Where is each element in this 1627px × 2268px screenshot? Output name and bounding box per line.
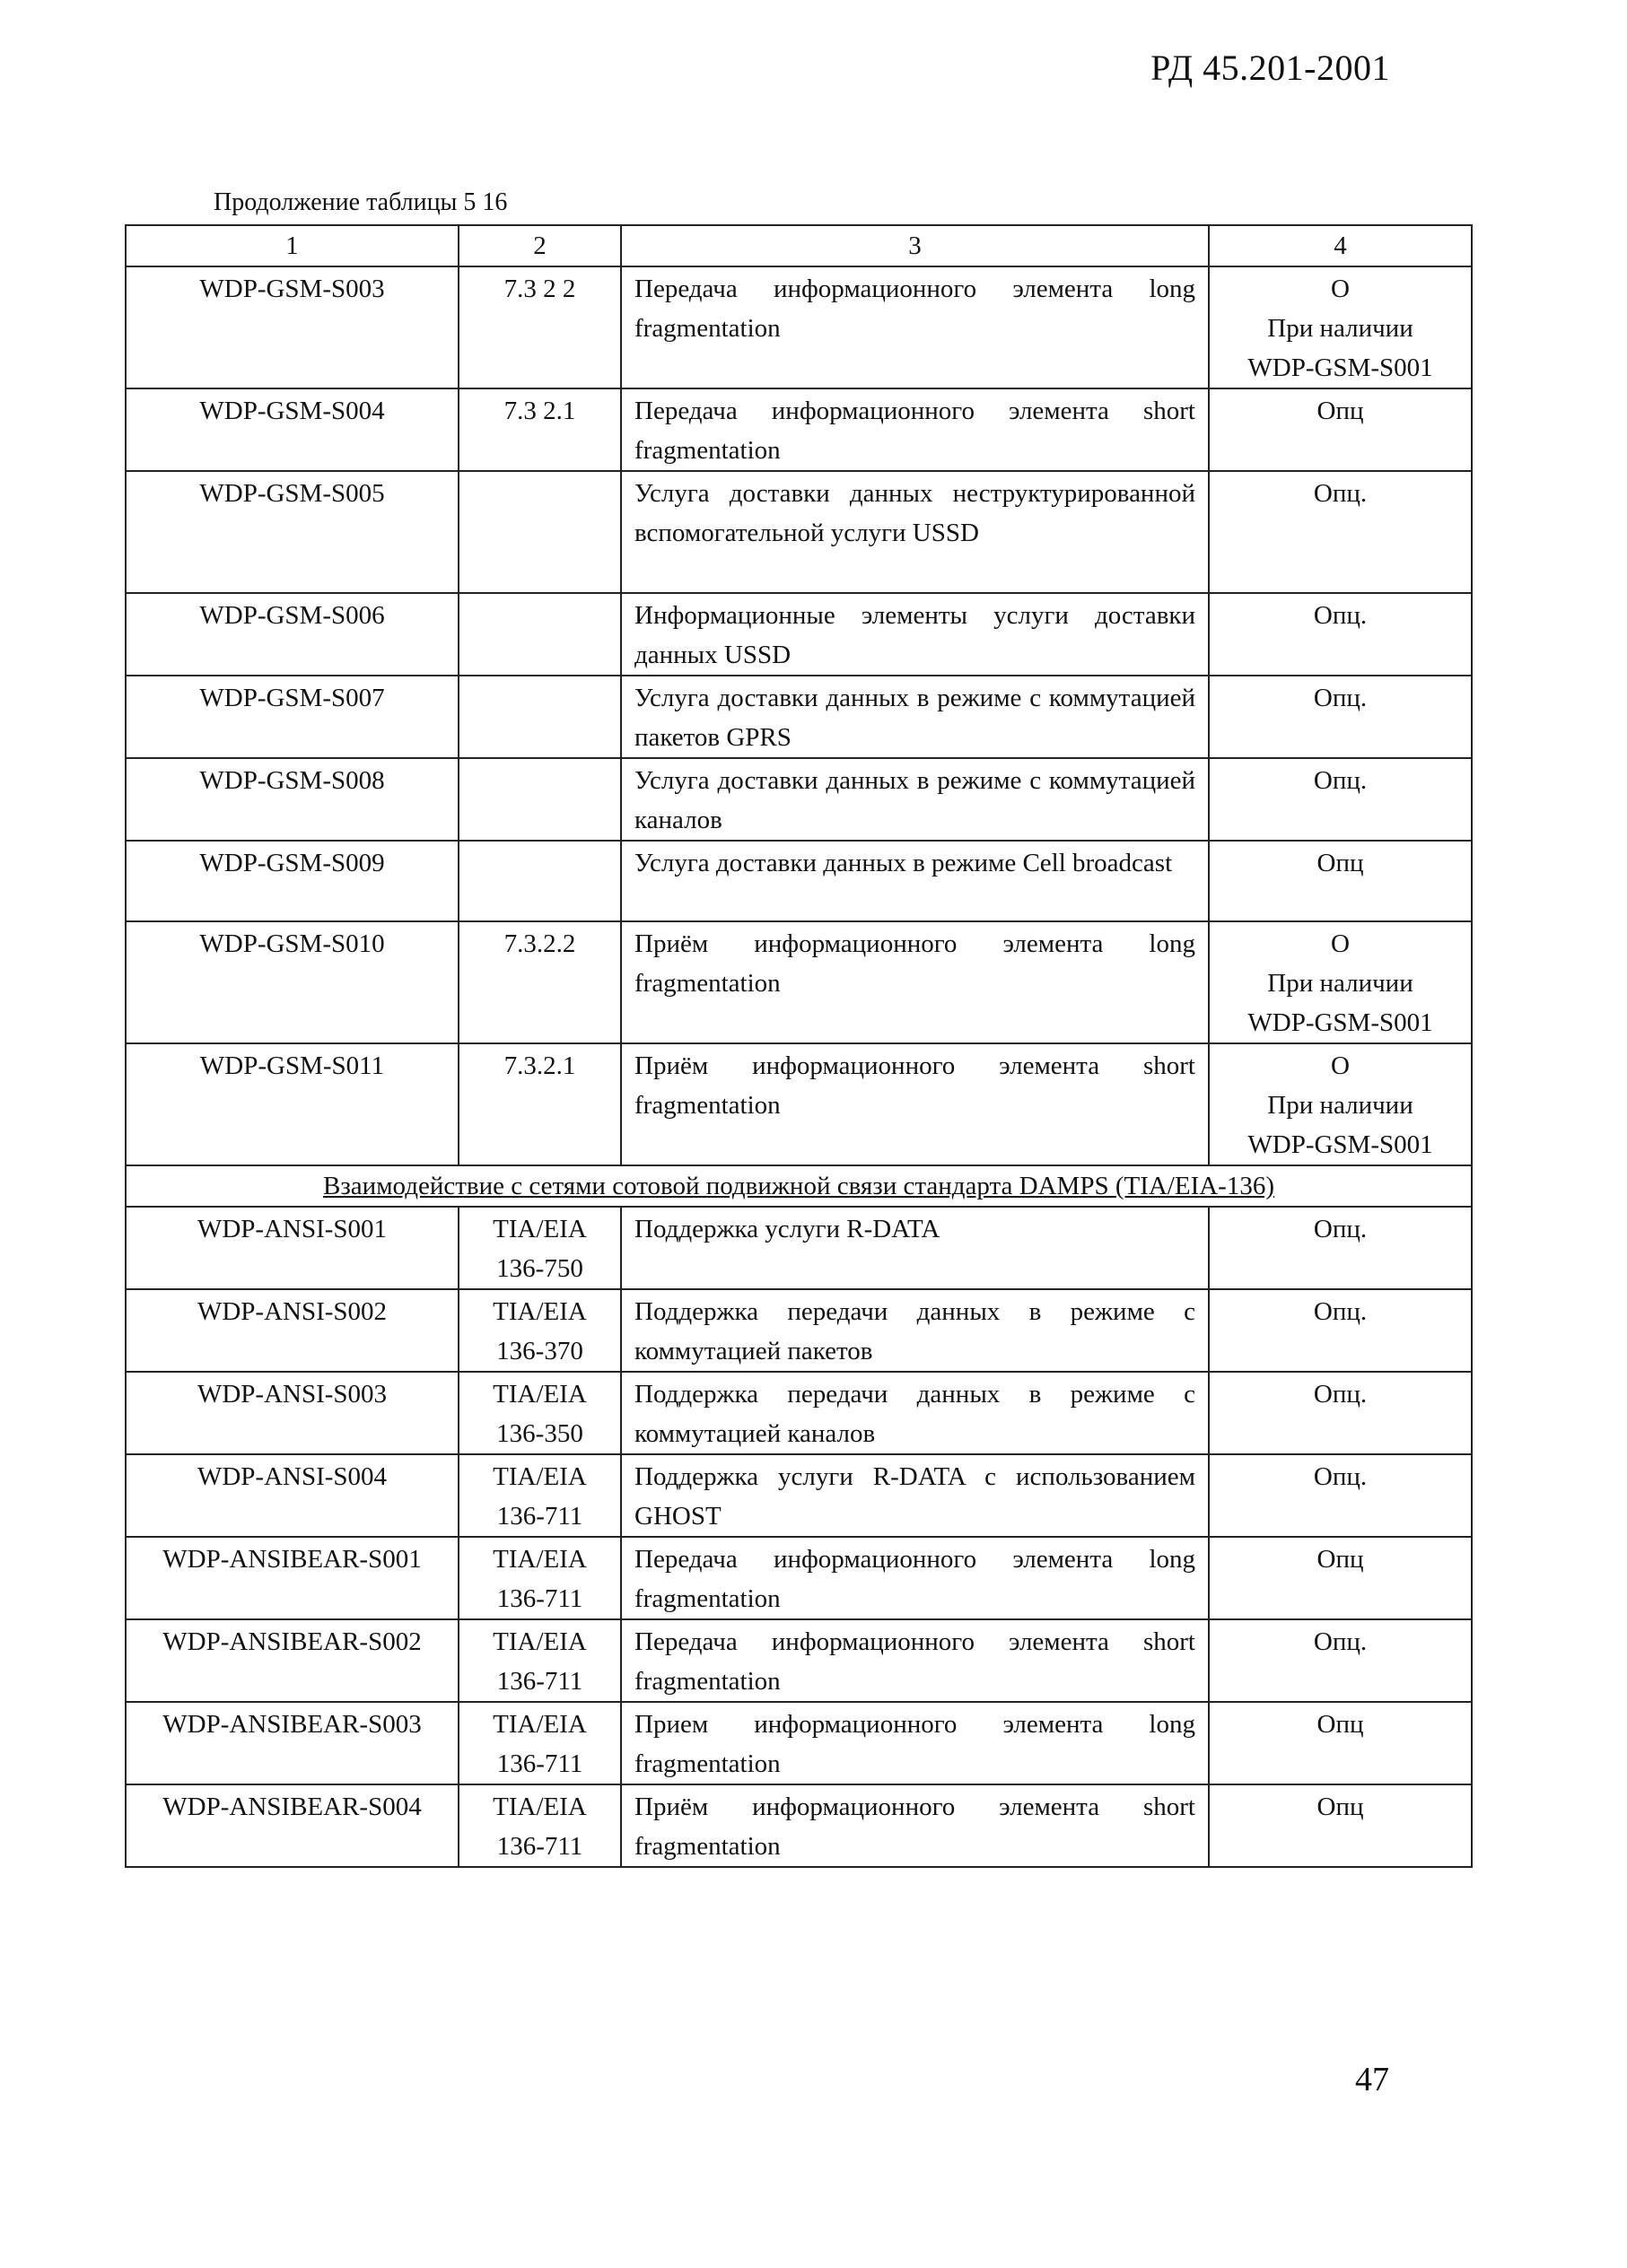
row-description: Приём информационного элемента long fragmentation [621, 921, 1209, 1043]
document-code: РД 45.201-2001 [1150, 48, 1390, 88]
row-status: Опц. [1209, 758, 1472, 841]
spec-table [125, 224, 1473, 1868]
row-status: Опц. [1209, 676, 1472, 758]
row-reference: TIA/EIA 136-711 [459, 1619, 621, 1702]
row-status: Опц. [1209, 1372, 1472, 1454]
row-status: О При наличии WDP-GSM-S001 [1209, 921, 1472, 1043]
table-row [126, 1454, 1472, 1537]
row-status: Опц [1209, 1702, 1472, 1784]
row-description: Услуга доставки данных в режиме с коммутацией каналов [621, 758, 1209, 841]
row-id: WDP-ANSIBEAR-S002 [126, 1619, 459, 1702]
table-row [126, 1207, 1472, 1289]
row-reference: 7.3 2.1 [459, 388, 621, 471]
row-description: Передача информационного элемента long fragmentation [621, 266, 1209, 388]
row-status: Опц [1209, 1537, 1472, 1619]
row-id: WDP-GSM-S003 [126, 266, 459, 388]
row-reference: 7.3.2.2 [459, 921, 621, 1043]
row-id: WDP-ANSIBEAR-S001 [126, 1537, 459, 1619]
row-reference: 7.3 2 2 [459, 266, 621, 388]
row-reference [459, 676, 621, 758]
row-reference: TIA/EIA 136-370 [459, 1289, 621, 1372]
row-reference: TIA/EIA 136-711 [459, 1454, 621, 1537]
row-status: Опц [1209, 1784, 1472, 1867]
table-row [126, 1537, 1472, 1619]
row-reference: TIA/EIA 136-711 [459, 1784, 621, 1867]
table-row [126, 1702, 1472, 1784]
row-status: Опц. [1209, 1454, 1472, 1537]
row-status: Опц. [1209, 1619, 1472, 1702]
row-reference [459, 471, 621, 593]
row-id: WDP-GSM-S008 [126, 758, 459, 841]
table-row [126, 1043, 1472, 1165]
row-id: WDP-ANSIBEAR-S004 [126, 1784, 459, 1867]
table-row [126, 471, 1472, 593]
row-description: Информационные элементы услуги доставки данных USSD [621, 593, 1209, 676]
row-description: Передача информационного элемента short fragmentation [621, 1619, 1209, 1702]
row-description: Услуга доставки данных в режиме с коммутацией пакетов GPRS [621, 676, 1209, 758]
row-description: Передача информационного элемента long fragmentation [621, 1537, 1209, 1619]
row-id: WDP-GSM-S009 [126, 841, 459, 921]
row-id: WDP-GSM-S004 [126, 388, 459, 471]
row-status: Опц. [1209, 471, 1472, 593]
row-status: Опц [1209, 388, 1472, 471]
row-id: WDP-ANSI-S002 [126, 1289, 459, 1372]
table-row [126, 758, 1472, 841]
row-reference: 7.3.2.1 [459, 1043, 621, 1165]
row-id: WDP-ANSI-S001 [126, 1207, 459, 1289]
row-id: WDP-ANSIBEAR-S003 [126, 1702, 459, 1784]
row-id: WDP-GSM-S005 [126, 471, 459, 593]
table-row [126, 676, 1472, 758]
row-description: Приём информационного элемента short fragmentation [621, 1784, 1209, 1867]
section-title: Взаимодействие с сетями сотовой подвижной связи стандарта DAMPS (TIA/EIA-136) [126, 1165, 1472, 1207]
table-row [126, 841, 1472, 921]
row-description: Услуга доставки данных в режиме Cell broadcast [621, 841, 1209, 921]
table-row [126, 593, 1472, 676]
row-description: Передача информационного элемента short fragmentation [621, 388, 1209, 471]
row-id: WDP-GSM-S006 [126, 593, 459, 676]
row-reference: TIA/EIA 136-750 [459, 1207, 621, 1289]
row-status: О При наличии WDP-GSM-S001 [1209, 1043, 1472, 1165]
table-header-row [126, 225, 1472, 266]
table-row [126, 388, 1472, 471]
row-reference [459, 841, 621, 921]
row-id: WDP-ANSI-S003 [126, 1372, 459, 1454]
table-row [126, 266, 1472, 388]
row-status: Опц. [1209, 1289, 1472, 1372]
row-id: WDP-ANSI-S004 [126, 1454, 459, 1537]
row-reference [459, 758, 621, 841]
header-cell: 1 [126, 225, 459, 266]
row-status: О При наличии WDP-GSM-S001 [1209, 266, 1472, 388]
row-description: Поддержка передачи данных в режиме с коммутацией пакетов [621, 1289, 1209, 1372]
table-row [126, 1372, 1472, 1454]
row-description: Поддержка передачи данных в режиме с коммутацией каналов [621, 1372, 1209, 1454]
section-row [126, 1165, 1472, 1207]
table-row [126, 1784, 1472, 1867]
row-id: WDP-GSM-S011 [126, 1043, 459, 1165]
table-caption: Продолжение таблицы 5 16 [214, 188, 508, 216]
row-reference [459, 593, 621, 676]
row-description: Поддержка услуги R-DATA с использованием GHOST [621, 1454, 1209, 1537]
row-description: Прием информационного элемента long fragmentation [621, 1702, 1209, 1784]
row-id: WDP-GSM-S010 [126, 921, 459, 1043]
table-row [126, 1289, 1472, 1372]
row-description: Приём информационного элемента short fragmentation [621, 1043, 1209, 1165]
row-id: WDP-GSM-S007 [126, 676, 459, 758]
row-description: Поддержка услуги R-DATA [621, 1207, 1209, 1289]
page-number: 47 [1355, 2061, 1389, 2098]
header-cell: 3 [621, 225, 1209, 266]
row-description: Услуга доставки данных неструктурированной вспомогательной услуги USSD [621, 471, 1209, 593]
header-cell: 2 [459, 225, 621, 266]
table-row [126, 921, 1472, 1043]
row-status: Опц [1209, 841, 1472, 921]
header-cell: 4 [1209, 225, 1472, 266]
row-reference: TIA/EIA 136-350 [459, 1372, 621, 1454]
table-row [126, 1619, 1472, 1702]
row-status: Опц. [1209, 1207, 1472, 1289]
row-reference: TIA/EIA 136-711 [459, 1537, 621, 1619]
row-reference: TIA/EIA 136-711 [459, 1702, 621, 1784]
row-status: Опц. [1209, 593, 1472, 676]
